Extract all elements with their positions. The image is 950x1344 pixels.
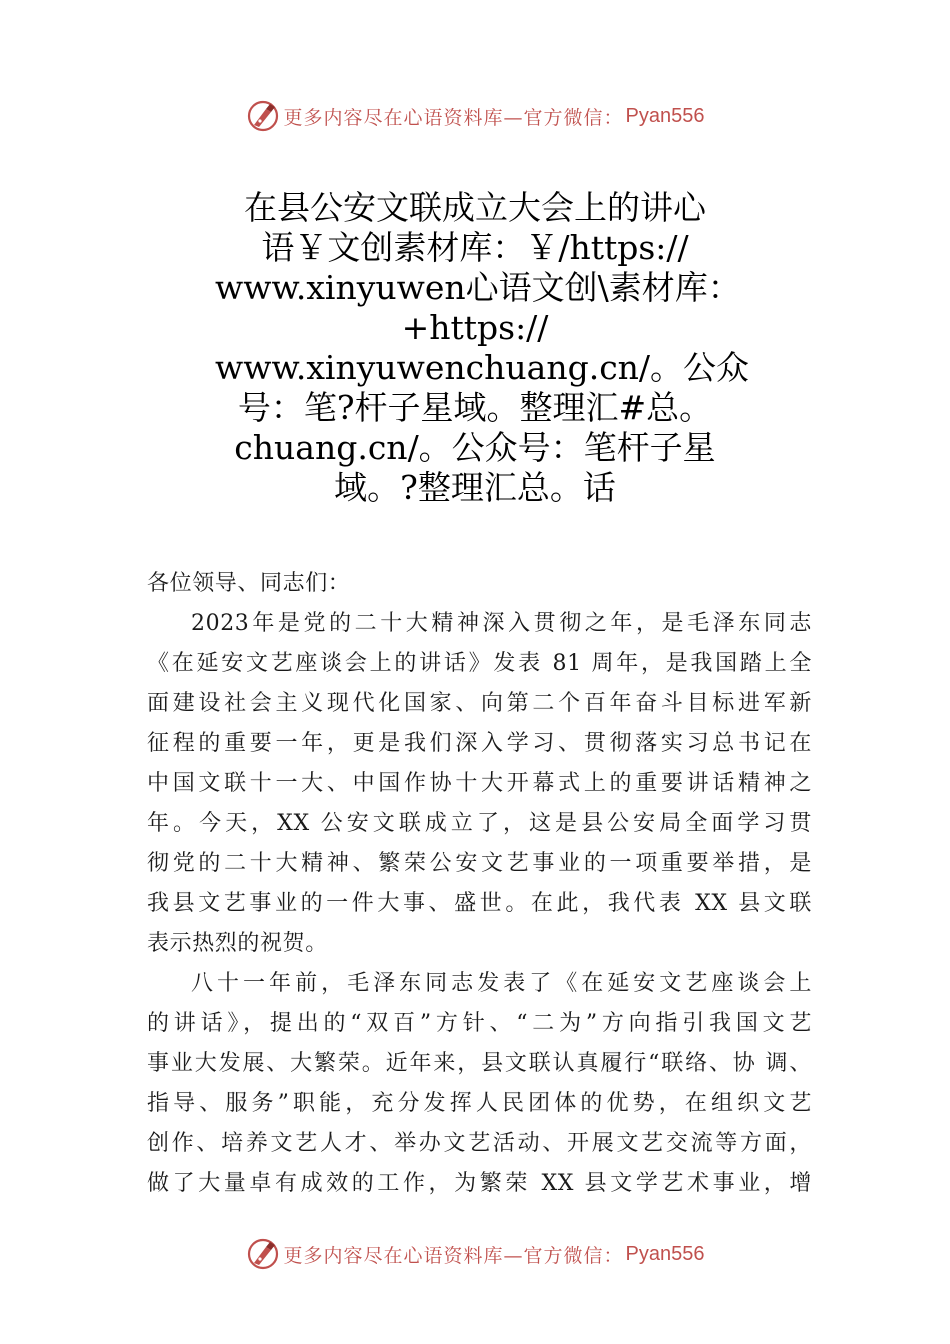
paragraph-1-line: 征程的重要一年，更是我们深入学习、贯彻落实习总书记在	[147, 731, 812, 756]
paragraph-1-line: 《在延安文艺座谈会上的讲话》发表 81 周年，是我国踏上全	[147, 651, 812, 676]
wechat-id: Pyan556	[625, 104, 705, 127]
salutation: 各位领导、同志们：	[147, 571, 351, 596]
title-line: 号：笔?杆子星域。整理汇#总。	[237, 388, 713, 427]
title-line: www.xinyuwenchuang.cn/。公众	[215, 348, 750, 387]
banner-text: 更多内容尽在心语资料库—官方微信：	[283, 1244, 624, 1267]
title-line: 域。?整理汇总。话	[334, 468, 616, 507]
paragraph-1-line: 年。今天，XX 公安文联成立了，这是县公安局全面学习贯	[147, 811, 812, 836]
paragraph-1-line: 2023年是党的二十大精神深入贯彻之年，是毛泽东同志	[191, 611, 812, 636]
wechat-id: Pyan556	[625, 1242, 705, 1265]
paragraph-1-line: 彻党的二十大精神、繁荣公安文艺事业的一项重要举措，是	[147, 851, 812, 876]
title-line: 语￥文创素材库：￥/https://	[261, 228, 689, 267]
header-watermark-banner	[0, 96, 950, 136]
banner-text: 更多内容尽在心语资料库—官方微信：	[283, 106, 624, 129]
title-line: 在县公安文联成立大会上的讲心	[244, 188, 706, 227]
pen-nib-logo-icon	[246, 99, 280, 133]
paragraph-1-line: 表示热烈的祝贺。	[147, 931, 328, 956]
paragraph-1-line: 中国文联十一大、中国作协十大开幕式上的重要讲话精神之	[147, 771, 812, 796]
title-line: www.xinyuwen心语文创\素材库：	[215, 268, 741, 307]
paragraph-2-line: 八十一年前，毛泽东同志发表了《在延安文艺座谈会上	[191, 971, 812, 996]
paragraph-2-line: 创作、培养文艺人才、举办文艺活动、开展文艺交流等方面，	[147, 1131, 812, 1156]
paragraph-2-line: 指导、服务”职能，充分发挥人民团体的优势，在组织文艺	[147, 1091, 812, 1116]
document-title	[215, 188, 750, 508]
paragraph-2-line: 的讲话》，提出的“双百”方针、“二为”方向指引我国文艺	[147, 1011, 812, 1036]
pen-nib-logo-icon	[246, 1237, 280, 1271]
footer-watermark-banner	[0, 1234, 950, 1274]
paragraph-2-line: 事业大发展、大繁荣。近年来，县文联认真履行“联络、协 调、	[147, 1051, 812, 1076]
title-line: +https://	[401, 308, 549, 347]
paragraph-1-line: 面建设社会主义现代化国家、向第二个百年奋斗目标进军新	[147, 691, 812, 716]
document-body	[147, 564, 812, 1204]
paragraph-1-line: 我县文艺事业的一件大事、盛世。在此，我代表 XX 县文联	[147, 891, 812, 916]
paragraph-2-line: 做了大量卓有成效的工作，为繁荣 XX 县文学艺术事业，增	[147, 1171, 812, 1196]
title-line: chuang.cn/。公众号：笔杆子星	[234, 428, 716, 467]
